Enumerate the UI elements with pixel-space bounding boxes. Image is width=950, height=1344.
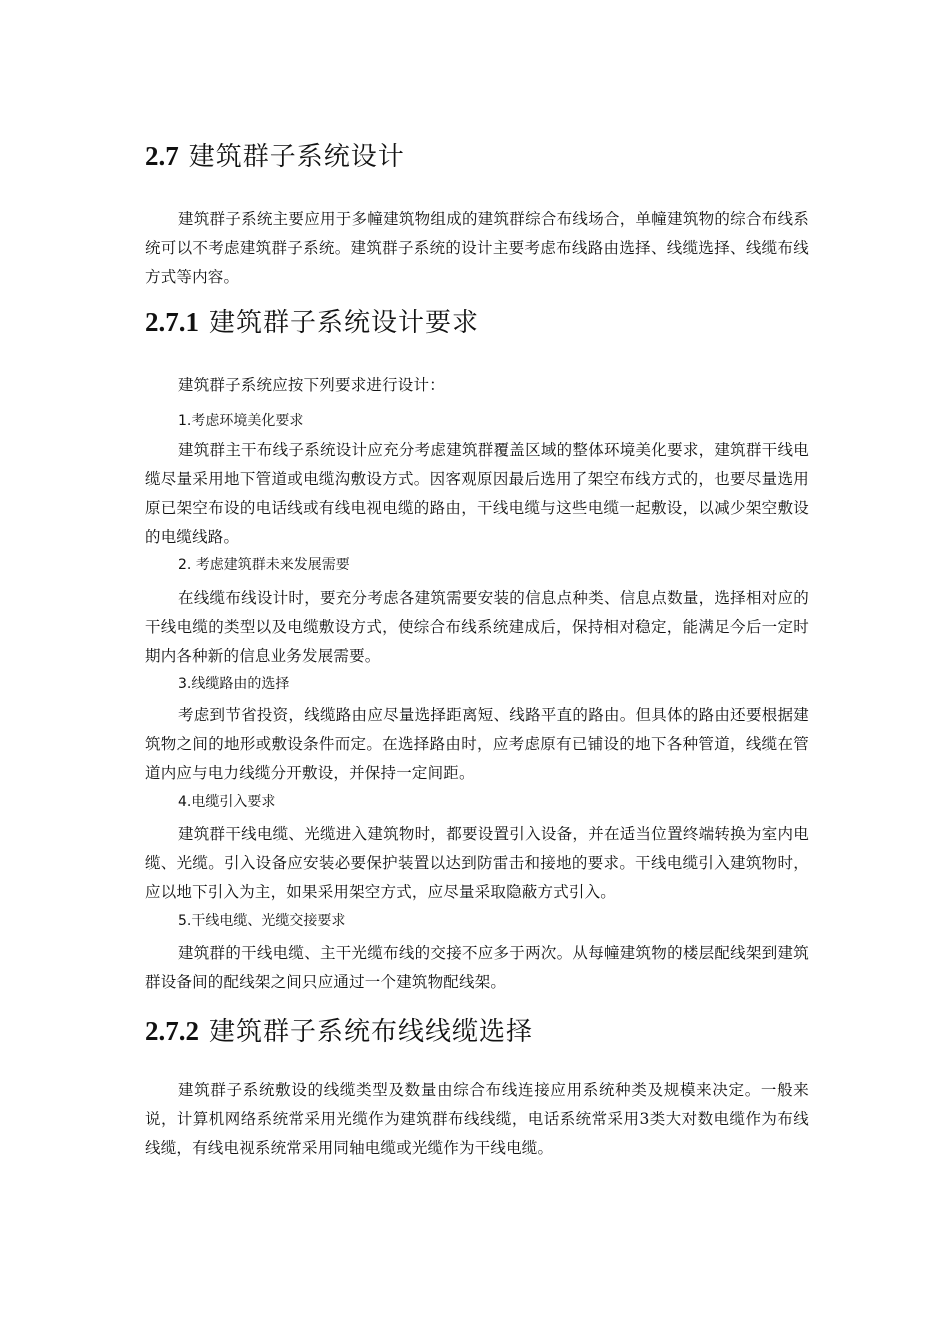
item-paragraph: 建筑群的干线电缆、主干光缆布线的交接不应多于两次。从每幢建筑物的楼层配线架到建筑群设备间的配线架之间只应通过一个建筑物配线架。 [145, 944, 809, 991]
section-heading-2-7 [145, 140, 809, 173]
item-paragraph: 建筑群主干布线子系统设计应充分考虑建筑群覆盖区域的整体环境美化要求，建筑群干线电缆尽量采用地下管道或电缆沟敷设方式。因客观原因最后选用了架空布线方式的，也要尽量选用原已架空布设的电话线或有线电视电缆的路由，干线电缆与这些电缆一起敷设，以减少架空敷设的电缆线路。 [145, 441, 809, 546]
section-title: 建筑群子系统设计要求 [209, 308, 480, 338]
item-paragraph: 考虑到节省投资，线缆路由应尽量选择距离短、线路平直的路由。但具体的路由还要根据建筑物之间的地形或敷设条件而定。在选择路由时，应考虑原有已铺设的地下各种管道，线缆在管道内应与电力线缆分开敷设，并保持一定间距。 [145, 706, 809, 782]
item-heading: 4.电缆引入要求 [178, 794, 276, 810]
item-heading: 3.线缆路由的选择 [178, 676, 290, 692]
section-number: 2.7.1 [145, 307, 199, 337]
section-number: 2.7.2 [145, 1016, 199, 1046]
section-number: 2.7 [145, 141, 179, 171]
section-heading-2-7-1 [145, 306, 809, 339]
item-paragraph: 在线缆布线设计时，要充分考虑各建筑需要安装的信息点种类、信息点数量，选择相对应的干线电缆的类型以及电缆敷设方式，使综合布线系统建成后，保持相对稳定，能满足今后一定时期内各种新的信息业务发展需要。 [145, 589, 809, 665]
section-heading-2-7-2 [145, 1015, 809, 1048]
item-heading: 2. 考虑建筑群未来发展需要 [178, 557, 350, 573]
section-2-7-1-intro-paragraph: 建筑群子系统应按下列要求进行设计： [178, 376, 445, 394]
section-title: 建筑群子系统布线线缆选择 [209, 1017, 534, 1047]
section-2-7-intro-paragraph: 建筑群子系统主要应用于多幢建筑物组成的建筑群综合布线场合，单幢建筑物的综合布线系统可以不考虑建筑群子系统。建筑群子系统的设计主要考虑布线路由选择、线缆选择、线缆布线方式等内容。 [145, 210, 809, 286]
item-heading: 1.考虑环境美化要求 [178, 413, 304, 429]
item-heading: 5.干线电缆、光缆交接要求 [178, 913, 346, 929]
item-paragraph: 建筑群干线电缆、光缆进入建筑物时，都要设置引入设备，并在适当位置终端转换为室内电缆、光缆。引入设备应安装必要保护装置以达到防雷击和接地的要求。干线电缆引入建筑物时，应以地下引入为主，如果采用架空方式，应尽量采取隐蔽方式引入。 [145, 825, 809, 901]
section-2-7-2-paragraph: 建筑群子系统敷设的线缆类型及数量由综合布线连接应用系统种类及规模来决定。一般来说，计算机网络系统常采用光缆作为建筑群布线线缆，电话系统常采用3类大对数电缆作为布线线缆，有线电视系统常采用同轴电缆或光缆作为干线电缆。 [145, 1081, 809, 1157]
section-title: 建筑群子系统设计 [188, 142, 405, 172]
